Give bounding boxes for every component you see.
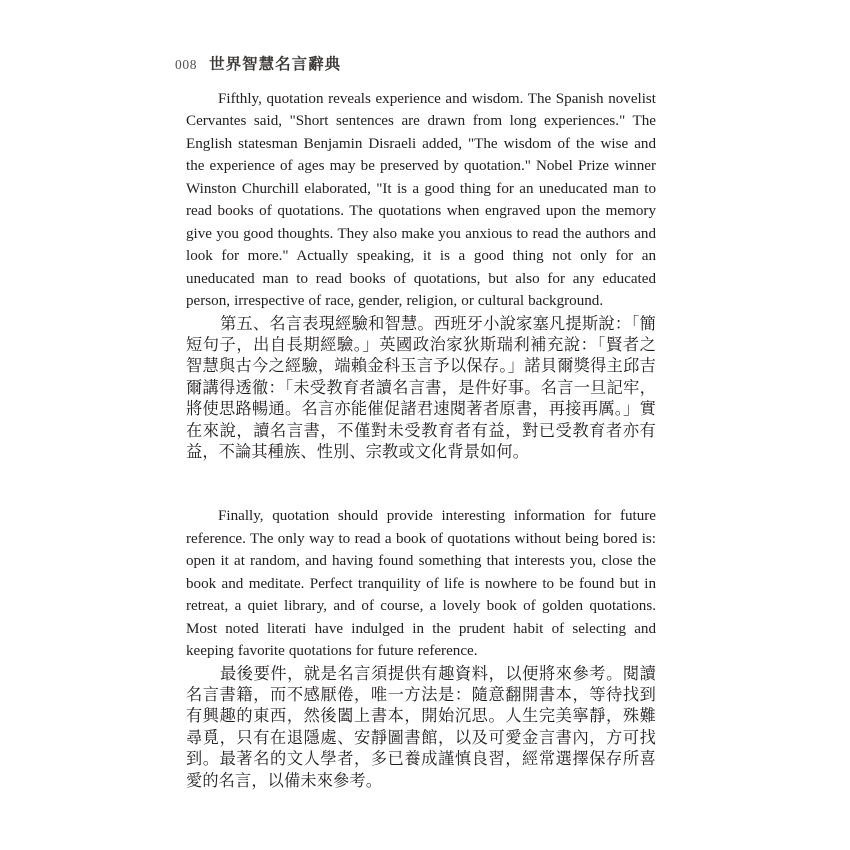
- page-number: 008: [175, 57, 198, 72]
- book-title: 世界智慧名言辭典: [209, 55, 342, 73]
- paragraph-chinese-final: 最後要件，就是名言須提供有趣資料，以便將來參考。閱讀名言書籍，而不感厭倦，唯一方法是：隨意翻開書本，等待找到有興趣的東西，然後闔上書本，開始沉思。人生完美寧靜，殊難尋覓，只有在退隱處、安靜圖書館，以及可愛金言書內，方可找到。最著名的文人學者，多已養成謹慎良習，經常選擇保存所喜愛的名言，以備未來參考。: [186, 663, 656, 790]
- paragraph-chinese-fifth: 第五、名言表現經驗和智慧。西班牙小說家塞凡提斯說：「簡短句子，出自長期經驗。」英國政治家狄斯瑞利補充說：「賢者之智慧與古今之經驗，端賴金科玉言予以保存。」諾貝爾獎得主邱吉爾講得透徹：「未受教育者讀名言書，是件好事。名言一旦記牢，將使思路暢通。名言亦能催促諸君速閱著者原書，再接再厲。」實在來說，讀名言書，不僅對未受教育者有益，對已受教育者亦有益，不論其種族、性別、宗教或文化背景如何。: [186, 313, 656, 461]
- text-column: [186, 88, 656, 791]
- running-header: [175, 52, 657, 74]
- paragraph-english-finally: Finally, quotation should provide interesting information for future reference. The only way to read a book of quotations without being bored is: open it at random, and having found something that interests you, close the book and meditate. Perfect tranquility of life is nowhere to be found but in retreat, a quiet library, and of course, a lovely book of golden quotations. Most noted literati have indulged in the prudent habit of selecting and keeping favorite quotations for future reference.: [186, 508, 656, 660]
- paragraph-english-fifthly: Fifthly, quotation reveals experience and wisdom. The Spanish novelist Cervantes said, "Short sentences are drawn from long experiences." The English statesman Benjamin Disraeli added, "The wisdom of the wise and the experience of ages may be preserved by quotation." Nobel Prize winner Winston Churchill elaborated, "It is a good thing for an uneducated man to read books of quotations. The quotations when engraved upon the memory give you good thoughts. They also make you anxious to read the authors and look for more." Actually speaking, it is a good thing not only for an uneducated man to read books of quotations, but also for any educated person, irrespective of race, gender, religion, or cultural background.: [186, 91, 656, 310]
- section-gap: [186, 462, 656, 505]
